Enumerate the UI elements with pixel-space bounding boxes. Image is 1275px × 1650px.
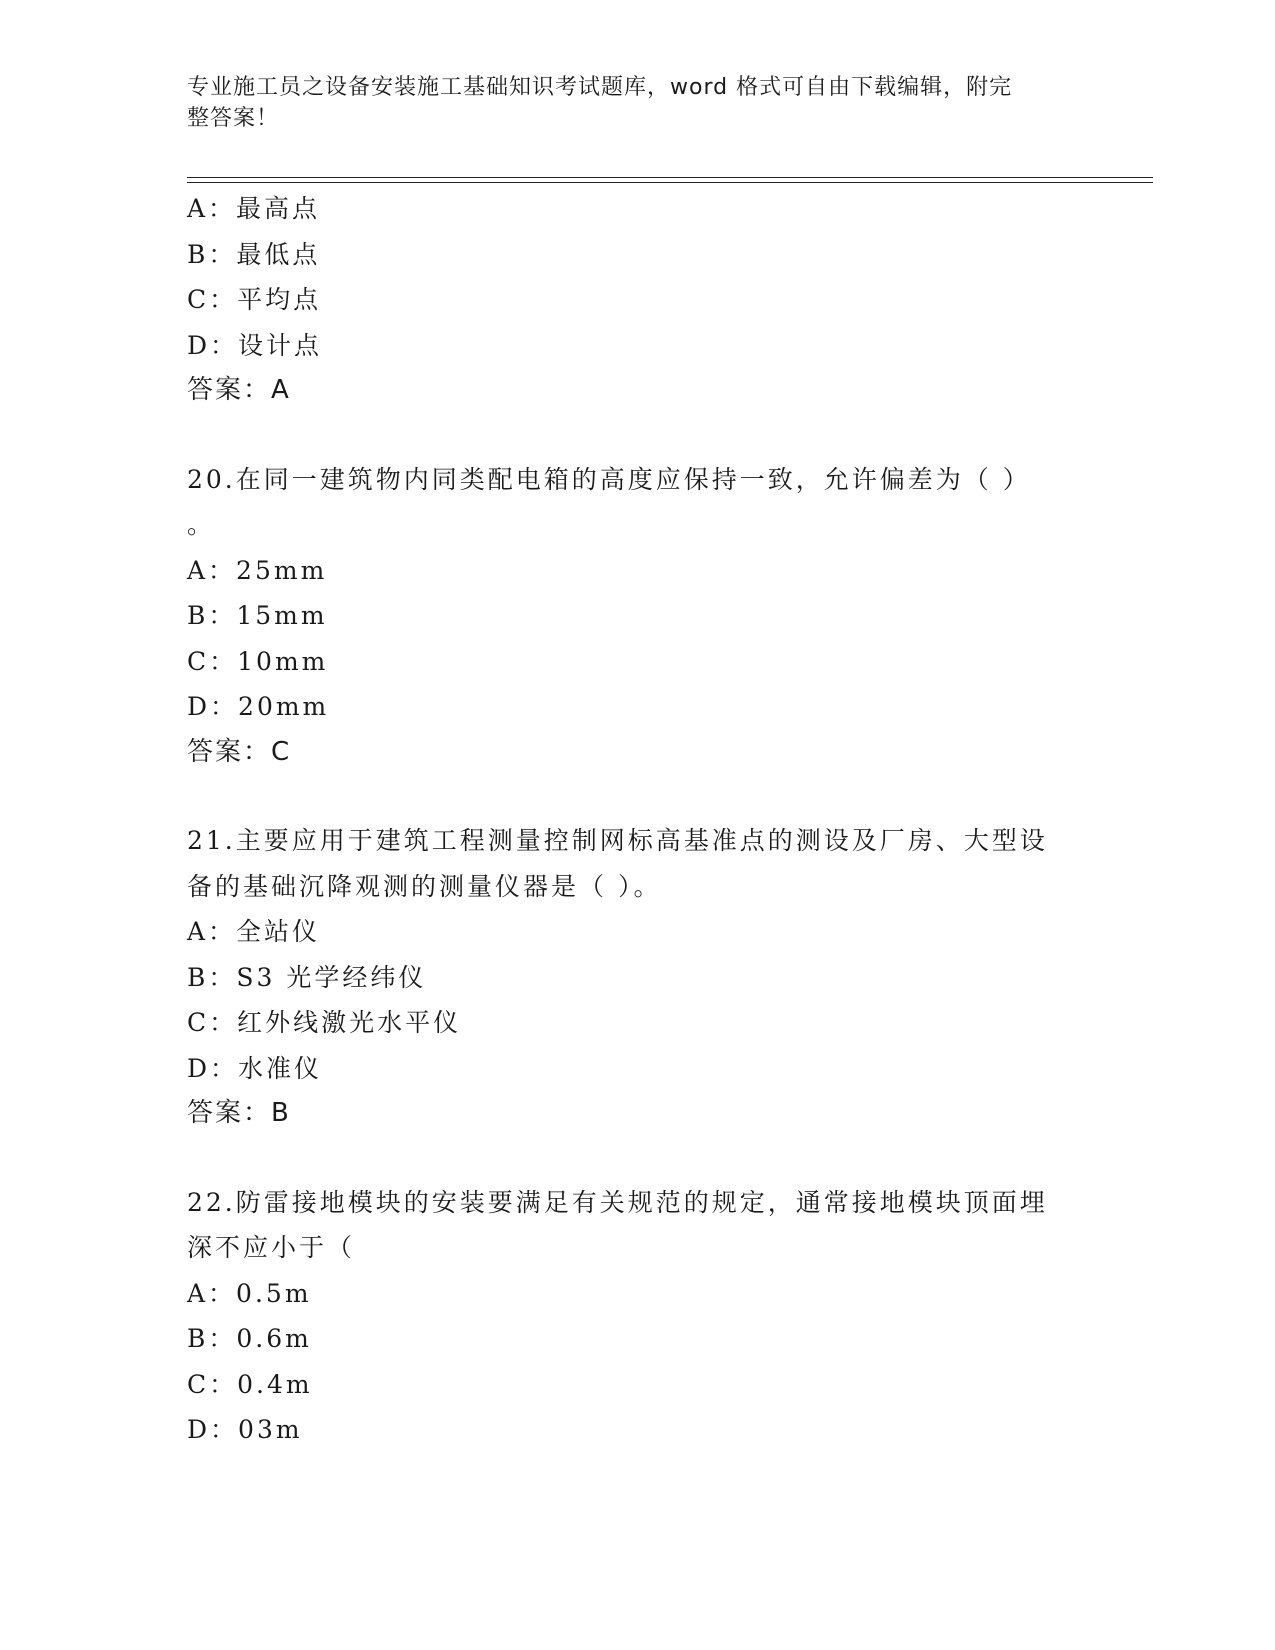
option-c: C：红外线激光水平仪 xyxy=(187,1008,462,1037)
spacer xyxy=(187,775,1087,818)
document-header xyxy=(187,72,1087,134)
spacer xyxy=(187,414,1087,457)
question-21 xyxy=(187,818,1087,1137)
option-d: D：20mm xyxy=(187,692,330,721)
option-a: A：0.5m xyxy=(187,1278,312,1308)
header-divider-top xyxy=(187,177,1153,178)
option-d: D：水准仪 xyxy=(187,1053,323,1083)
question-text-line-1: 20.在同一建筑物内同类配电箱的高度应保持一致，允许偏差为（ ） xyxy=(187,464,1031,494)
option-a: A：25mm xyxy=(187,555,328,585)
question-text-line-1: 21.主要应用于建筑工程测量控制网标高基准点的测设及厂房、大型设 xyxy=(187,826,1048,855)
question-list xyxy=(187,186,1087,1453)
option-b: B：最低点 xyxy=(187,239,321,269)
question-text-line-1: 22.防雷接地模块的安装要满足有关规范的规定，通常接地模块顶面埋 xyxy=(187,1187,1048,1217)
option-b: B：S3 光学经纬仪 xyxy=(187,962,427,992)
option-a: A：最高点 xyxy=(187,194,321,223)
option-c: C：10mm xyxy=(187,646,329,676)
option-a: A：全站仪 xyxy=(187,917,321,946)
question-20 xyxy=(187,457,1087,776)
option-c: C：0.4m xyxy=(187,1369,313,1399)
option-d: D：设计点 xyxy=(187,330,323,360)
header-divider-bottom xyxy=(187,182,1153,183)
answer: 答案：A xyxy=(187,375,291,405)
header-line-1: 专业施工员之设备安装施工基础知识考试题库，word 格式可自由下载编辑，附完 xyxy=(187,75,1013,100)
question-22 xyxy=(187,1180,1087,1453)
option-d: D：03m xyxy=(187,1415,303,1444)
question-text-line-2: 深不应小于（ xyxy=(187,1233,356,1262)
option-b: B：0.6m xyxy=(187,1324,312,1353)
answer: 答案：C xyxy=(187,736,292,767)
spacer xyxy=(187,1137,1087,1180)
answer: 答案：B xyxy=(187,1098,291,1128)
option-b: B：15mm xyxy=(187,601,328,630)
header-line-2: 整答案！ xyxy=(187,106,280,131)
question-text xyxy=(187,818,1087,909)
question-text xyxy=(187,1180,1087,1271)
question-text xyxy=(187,457,1087,548)
option-c: C：平均点 xyxy=(187,285,322,314)
question-text-line-2: 。 xyxy=(187,510,216,539)
question-19 xyxy=(187,186,1087,414)
question-text-line-2: 备的基础沉降观测的测量仪器是（ ）。 xyxy=(187,871,662,901)
